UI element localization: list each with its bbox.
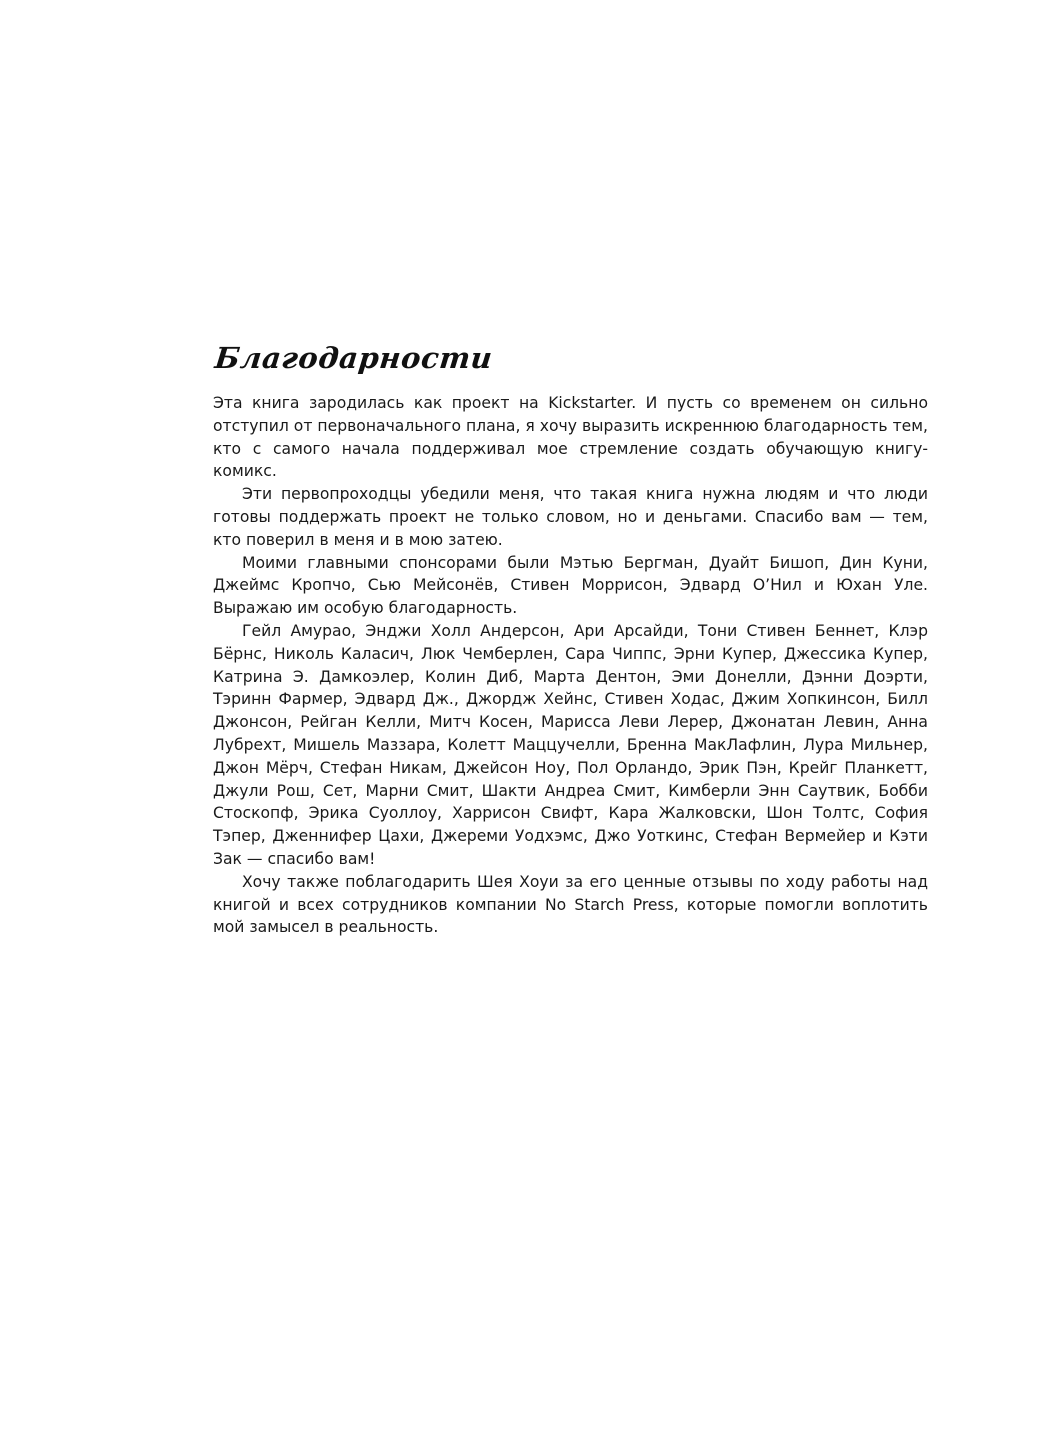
paragraph-main-sponsors: Моими главными спонсорами были Мэтью Бергман, Дуайт Бишоп, Дин Куни, Джеймс Кропчо, Сью Мейсонёв, Стивен Моррисон, Эдвард О’Нил и Юхан Уле. Выражаю им особую благодарность. [213,553,928,618]
paragraph-publisher-thanks: Хочу также поблагодарить Шея Хоуи за его ценные отзывы по ходу работы над книгой и всех сотрудников компании No Starch Press, которые помогли воплотить мой замысел в реальность. [213,872,928,937]
paragraph-kickstarter-origin: Эта книга зародилась как проект на Kickstarter. И пусть со временем он сильно отступил от первоначального плана, я хочу выразить искреннюю благодарность тем, кто с самого начала поддерживал мое стремление создать обучающую книгу-комикс. [213,394,928,481]
body-text [213,392,928,939]
acknowledgements-section [213,338,928,939]
paragraph-backers-list: Гейл Амурао, Энджи Холл Андерсон, Ари Арсайди, Тони Стивен Беннет, Клэр Бёрнс, Николь Каласич, Люк Чемберлен, Сара Чиппс, Эрни Купер, Джессика Купер, Катрина Э. Дамкоэлер, Колин Диб, Марта Дентон, Эми Донелли, Дэнни Доэрти, Тэринн Фармер, Эдвард Дж., Джордж Хейнс, Стивен Ходас, Джим Хопкинсон, Билл Джонсон, Рейган Келли, Митч Косен, Марисса Леви Лерер, Джонатан Левин, Анна Лубрехт, Мишель Маззара, Колетт Маццучелли, Бренна МакЛафлин, Лура Мильнер, Джон Мёрч, Стефан Никам, Джейсон Ноу, Пол Орландо, Эрик Пэн, Крейг Планкетт, Джули Рош, Сет, Марни Смит, Шакти Андреа Смит, Кимберли Энн Саутвик, Бобби Стоскопф, Эрика Суоллоу, Харрисон Свифт, Кара Жалковски, Шон Толтс, София Тэпер, Дженнифер Цахи, Джереми Уодхэмс, Джо Уоткинс, Стефан Вермейер и Кэти Зак — спасибо вам! [213,621,928,868]
paragraph-pioneers: Эти первопроходцы убедили меня, что такая книга нужна людям и что люди готовы поддержать проект не только словом, но и деньгами. Спасибо вам — тем, кто поверил в меня и в мою затею. [213,485,928,549]
section-title: Благодарности [213,341,495,375]
